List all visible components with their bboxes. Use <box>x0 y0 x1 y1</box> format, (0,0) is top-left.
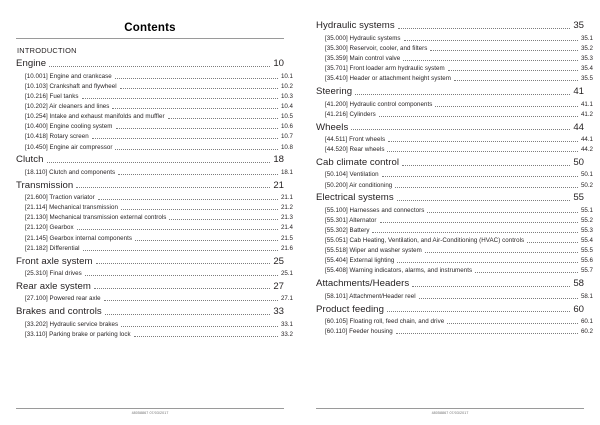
toc-entry-row[interactable] <box>316 183 593 190</box>
toc-leader-dots <box>82 98 278 99</box>
toc-leader-dots <box>115 78 278 79</box>
toc-entry-page: 50.2 <box>580 181 593 189</box>
toc-entry-label: [10.450] Engine air compressor <box>25 143 113 151</box>
toc-entry-page: 50.1 <box>580 171 593 179</box>
toc-section-label: Clutch <box>16 154 44 166</box>
toc-leader-dots <box>388 141 578 142</box>
toc-entry-row[interactable] <box>16 104 293 111</box>
toc-entry-label: [58.101] Attachment/Header reel <box>325 292 416 300</box>
toc-leader-dots <box>402 165 570 166</box>
toc-section-label: Product feeding <box>316 303 384 315</box>
toc-section-label: Engine <box>16 58 47 70</box>
toc-entry-page: 10.2 <box>280 82 293 90</box>
toc-leader-dots <box>397 262 578 263</box>
toc-leader-dots <box>85 275 278 276</box>
toc-entry-label: [44.520] Rear wheels <box>325 146 385 154</box>
toc-leader-dots <box>430 50 578 51</box>
toc-entry-row[interactable] <box>16 332 293 339</box>
footer-divider <box>316 408 584 409</box>
toc-leader-dots <box>121 326 278 327</box>
toc-leader-dots <box>425 252 578 253</box>
toc-entry-page: 35.5 <box>580 75 593 83</box>
toc-entry-label: [41.216] Cylinders <box>325 110 376 118</box>
toc-leader-dots <box>98 199 278 200</box>
toc-entry-label: [60.110] Feeder housing <box>325 328 393 336</box>
toc-entry-page: 41.2 <box>580 110 593 118</box>
toc-list-right <box>316 20 593 336</box>
toc-entry-label: [10.418] Rotary screen <box>25 133 89 141</box>
toc-entry-row[interactable] <box>316 36 593 43</box>
toc-leader-dots <box>169 219 278 220</box>
toc-entry-page: 18.1 <box>280 168 293 176</box>
toc-leader-dots <box>118 174 278 175</box>
toc-list-left <box>16 58 293 338</box>
footer-document-code: 48058867 07/03/2017 <box>131 411 169 415</box>
toc-section-row[interactable] <box>16 307 284 317</box>
toc-section-label: Wheels <box>316 121 349 133</box>
toc-entry-page: 25.1 <box>280 270 293 277</box>
toc-entry-label: [35.410] Header or attachment height system <box>325 75 451 83</box>
toc-entry-label: [55.404] External lighting <box>325 257 395 265</box>
toc-entry-page: 10.8 <box>280 143 293 151</box>
toc-entry-page: 10.7 <box>280 133 293 141</box>
toc-leader-dots <box>435 106 578 107</box>
toc-entry-page: 21.3 <box>280 214 293 222</box>
toc-entry-row[interactable] <box>16 195 293 202</box>
toc-leader-dots <box>76 187 270 188</box>
toc-leader-dots <box>94 288 270 289</box>
page-footer-right <box>316 408 584 415</box>
toc-entry-label: [35.300] Reservoir, cooler, and filters <box>325 44 428 52</box>
toc-section-page: 58 <box>573 278 584 290</box>
toc-entry-row[interactable] <box>316 268 593 275</box>
toc-entry-page: 27.1 <box>280 295 293 303</box>
toc-leader-dots <box>112 108 278 109</box>
toc-entry-row[interactable] <box>316 218 593 225</box>
toc-leader-dots <box>380 222 578 223</box>
toc-leader-dots <box>419 298 578 299</box>
toc-entry-row[interactable] <box>16 170 293 177</box>
toc-section-label: Front axle system <box>16 255 93 267</box>
toc-section-row[interactable] <box>16 282 284 292</box>
toc-entry-row[interactable] <box>316 147 593 154</box>
toc-section-page: 27 <box>273 280 284 292</box>
toc-leader-dots <box>96 263 271 264</box>
toc-section-row[interactable] <box>16 155 284 165</box>
toc-leader-dots <box>447 323 578 324</box>
toc-entry-row[interactable] <box>316 238 593 245</box>
toc-entry-label: [18.110] Clutch and components <box>25 168 116 176</box>
toc-entry-page: 55.5 <box>580 247 593 255</box>
toc-section-row[interactable] <box>16 181 284 191</box>
toc-entry-page: 55.6 <box>580 257 593 265</box>
toc-entry-page: 41.1 <box>580 100 593 108</box>
toc-entry-row[interactable] <box>16 84 293 91</box>
page-right <box>300 0 600 425</box>
toc-entry-label: [60.105] Floating roll, feed chain, and drive <box>325 318 445 326</box>
toc-entry-label: [10.400] Engine cooling system <box>25 123 113 131</box>
toc-entry-page: 60.1 <box>580 318 593 326</box>
toc-entry-page: 55.3 <box>580 227 593 235</box>
toc-entry-label: [21.120] Gearbox <box>25 224 74 232</box>
toc-entry-label: [35.000] Hydraulic systems <box>325 34 401 42</box>
toc-leader-dots <box>382 176 578 177</box>
toc-leader-dots <box>351 129 570 130</box>
toc-entry-row[interactable] <box>316 258 593 265</box>
toc-entry-page: 10.6 <box>280 123 293 131</box>
toc-entry-row[interactable] <box>16 114 293 121</box>
toc-entry-label: [33.202] Hydraulic service brakes <box>25 320 119 328</box>
toc-leader-dots <box>105 314 271 315</box>
toc-entry-page: 60.2 <box>580 328 593 336</box>
toc-leader-dots <box>120 88 278 89</box>
toc-leader-dots <box>372 232 577 233</box>
toc-leader-dots <box>427 212 578 213</box>
toc-section-row[interactable] <box>316 305 584 315</box>
toc-entry-label: [21.145] Gearbox internal components <box>25 234 133 242</box>
toc-entry-page: 55.1 <box>580 206 593 214</box>
toc-leader-dots <box>404 40 578 41</box>
toc-section-page: 33 <box>273 306 284 318</box>
toc-section-row[interactable] <box>316 279 584 289</box>
toc-entry-page: 33.1 <box>280 320 293 328</box>
toc-entry-label: [41.200] Hydraulic control components <box>325 100 433 108</box>
toc-entry-label: [27.100] Powered rear axle <box>25 295 101 303</box>
toc-leader-dots <box>115 149 277 150</box>
toc-entry-label: [35.359] Main control valve <box>325 55 401 63</box>
toc-entry-row[interactable] <box>316 294 593 301</box>
toc-section-row[interactable] <box>316 158 584 168</box>
page-footer-left <box>16 408 284 415</box>
toc-section-row[interactable] <box>316 193 584 203</box>
toc-section-page: 10 <box>273 58 284 70</box>
toc-leader-dots <box>379 116 578 117</box>
toc-entry-label: [33.110] Parking brake or parking lock <box>25 330 131 338</box>
toc-leader-dots <box>121 209 278 210</box>
toc-leader-dots <box>355 94 570 95</box>
toc-section-label: Attachments/Headers <box>316 278 410 290</box>
toc-entry-page: 35.1 <box>580 34 593 42</box>
toc-leader-dots <box>403 60 578 61</box>
toc-entry-label: [50.200] Air conditioning <box>325 181 393 189</box>
toc-entry-label: [10.216] Fuel tanks <box>25 93 79 101</box>
toc-section-label: Steering <box>316 86 353 98</box>
toc-entry-row[interactable] <box>316 102 593 109</box>
toc-entry-label: [55.302] Battery <box>325 227 370 235</box>
toc-leader-dots <box>387 151 577 152</box>
toc-entry-page: 55.2 <box>580 216 593 224</box>
toc-entry-row[interactable] <box>16 271 293 278</box>
toc-entry-page: 10.1 <box>280 72 293 80</box>
toc-entry-label: [44.511] Front wheels <box>325 136 386 143</box>
toc-leader-dots <box>448 70 578 71</box>
toc-leader-dots <box>104 300 278 301</box>
toc-entry-row[interactable] <box>16 124 293 131</box>
toc-entry-row[interactable] <box>316 172 593 179</box>
toc-entry-label: [55.518] Wiper and washer system <box>325 247 422 255</box>
toc-leader-dots <box>83 250 278 251</box>
toc-entry-page: 44.2 <box>580 146 593 154</box>
toc-entry-label: [21.182] Differential <box>25 244 80 252</box>
toc-entry-label: [10.001] Engine and crankcase <box>25 72 112 80</box>
toc-entry-page: 21.6 <box>280 244 293 252</box>
toc-entry-row[interactable] <box>16 145 293 152</box>
toc-leader-dots <box>92 138 278 139</box>
toc-entry-label: [21.114] Mechanical transmission <box>25 204 118 212</box>
toc-entry-label: [21.130] Mechanical transmission external controls <box>25 214 167 222</box>
toc-entry-label: [55.100] Harnesses and connectors <box>325 206 425 214</box>
toc-entry-row[interactable] <box>316 228 593 235</box>
toc-section-row[interactable] <box>16 59 284 69</box>
toc-entry-page: 21.4 <box>280 224 293 232</box>
toc-entry-page: 35.3 <box>580 55 593 63</box>
toc-entry-label: [25.310] Final drives <box>25 270 82 277</box>
toc-entry-row[interactable] <box>16 74 293 81</box>
toc-leader-dots <box>527 242 578 243</box>
toc-section-page: 60 <box>573 303 584 315</box>
toc-entry-page: 44.1 <box>580 136 593 143</box>
toc-entry-label: [10.103] Crankshaft and flywheel <box>25 82 117 90</box>
toc-section-page: 44 <box>573 121 584 133</box>
toc-section-label: Electrical systems <box>316 192 394 204</box>
toc-section-page: 50 <box>573 156 584 168</box>
toc-leader-dots <box>396 333 578 334</box>
toc-entry-label: [50.104] Ventilation <box>325 171 379 179</box>
toc-entry-row[interactable] <box>316 248 593 255</box>
toc-leader-dots <box>116 128 278 129</box>
toc-section-page: 41 <box>573 86 584 98</box>
toc-entry-row[interactable] <box>16 225 293 232</box>
toc-entry-row[interactable] <box>316 112 593 119</box>
toc-section-page: 55 <box>573 192 584 204</box>
toc-entry-row[interactable] <box>316 329 593 336</box>
toc-leader-dots <box>454 80 578 81</box>
toc-entry-page: 10.5 <box>280 113 293 121</box>
toc-entry-row[interactable] <box>316 208 593 215</box>
toc-entry-row[interactable] <box>16 296 293 303</box>
footer-divider <box>16 408 284 409</box>
toc-section-label: Transmission <box>16 179 74 191</box>
toc-entry-row[interactable] <box>16 236 293 243</box>
toc-entry-row[interactable] <box>316 137 593 144</box>
toc-section-row[interactable] <box>316 87 584 97</box>
toc-entry-row[interactable] <box>316 66 593 73</box>
toc-section-label: Cab climate control <box>316 156 400 168</box>
toc-entry-page: 33.2 <box>280 330 293 338</box>
toc-entry-label: [55.408] Warning indicators, alarms, and instruments <box>325 267 473 275</box>
toc-entry-page: 35.4 <box>580 65 593 73</box>
toc-entry-row[interactable] <box>16 205 293 212</box>
page-title: Contents <box>124 22 176 34</box>
toc-section-page: 25 <box>273 255 284 267</box>
toc-entry-row[interactable] <box>316 56 593 63</box>
toc-leader-dots <box>49 66 270 67</box>
toc-entry-label: [35.701] Front loader arm hydraulic system <box>325 65 445 73</box>
toc-entry-label: [10.254] Intake and exhaust manifolds and muffler <box>25 113 165 121</box>
toc-entry-row[interactable] <box>316 46 593 53</box>
introduction-label: INTRODUCTION <box>17 46 77 55</box>
toc-entry-label: [55.051] Cab Heating, Ventilation, and Air-Conditioning (HVAC) controls <box>325 237 525 245</box>
toc-leader-dots <box>134 336 278 337</box>
toc-section-label: Brakes and controls <box>16 306 102 318</box>
toc-leader-dots <box>412 286 570 287</box>
toc-entry-row[interactable] <box>316 76 593 83</box>
toc-entry-page: 55.4 <box>580 237 593 245</box>
toc-section-page: 35 <box>573 20 584 32</box>
toc-entry-row[interactable] <box>16 134 293 141</box>
toc-entry-row[interactable] <box>16 246 293 253</box>
toc-leader-dots <box>395 187 578 188</box>
toc-section-label: Rear axle system <box>16 280 91 292</box>
toc-leader-dots <box>135 240 278 241</box>
toc-entry-row[interactable] <box>316 319 593 326</box>
toc-entry-page: 58.1 <box>580 292 593 300</box>
toc-entry-page: 21.1 <box>280 194 293 202</box>
toc-leader-dots <box>47 162 271 163</box>
toc-entry-label: [55.301] Alternator <box>325 216 377 224</box>
toc-section-page: 21 <box>273 179 284 191</box>
toc-entry-page: 35.2 <box>580 44 593 52</box>
toc-leader-dots <box>398 28 571 29</box>
toc-leader-dots <box>387 311 570 312</box>
toc-leader-dots <box>168 118 278 119</box>
toc-entry-page: 21.2 <box>280 204 293 212</box>
toc-leader-dots <box>475 272 578 273</box>
toc-section-row[interactable] <box>316 21 584 31</box>
toc-entry-page: 10.4 <box>280 103 293 111</box>
toc-leader-dots <box>397 200 571 201</box>
toc-entry-row[interactable] <box>16 215 293 222</box>
toc-entry-row[interactable] <box>16 322 293 329</box>
toc-entry-row[interactable] <box>16 94 293 101</box>
toc-section-page: 18 <box>273 154 284 166</box>
footer-document-code: 48058867 07/03/2017 <box>431 411 469 415</box>
toc-entry-page: 55.7 <box>580 267 593 275</box>
toc-entry-label: [21.600] Traction variator <box>25 194 95 202</box>
title-divider <box>16 38 284 39</box>
toc-leader-dots <box>77 229 278 230</box>
toc-entry-label: [10.202] Air cleaners and lines <box>25 103 110 111</box>
toc-entry-page: 10.3 <box>280 93 293 101</box>
toc-entry-page: 21.5 <box>280 234 293 242</box>
toc-section-row[interactable] <box>316 123 584 133</box>
toc-section-label: Hydraulic systems <box>316 20 395 32</box>
toc-section-row[interactable] <box>16 257 284 267</box>
